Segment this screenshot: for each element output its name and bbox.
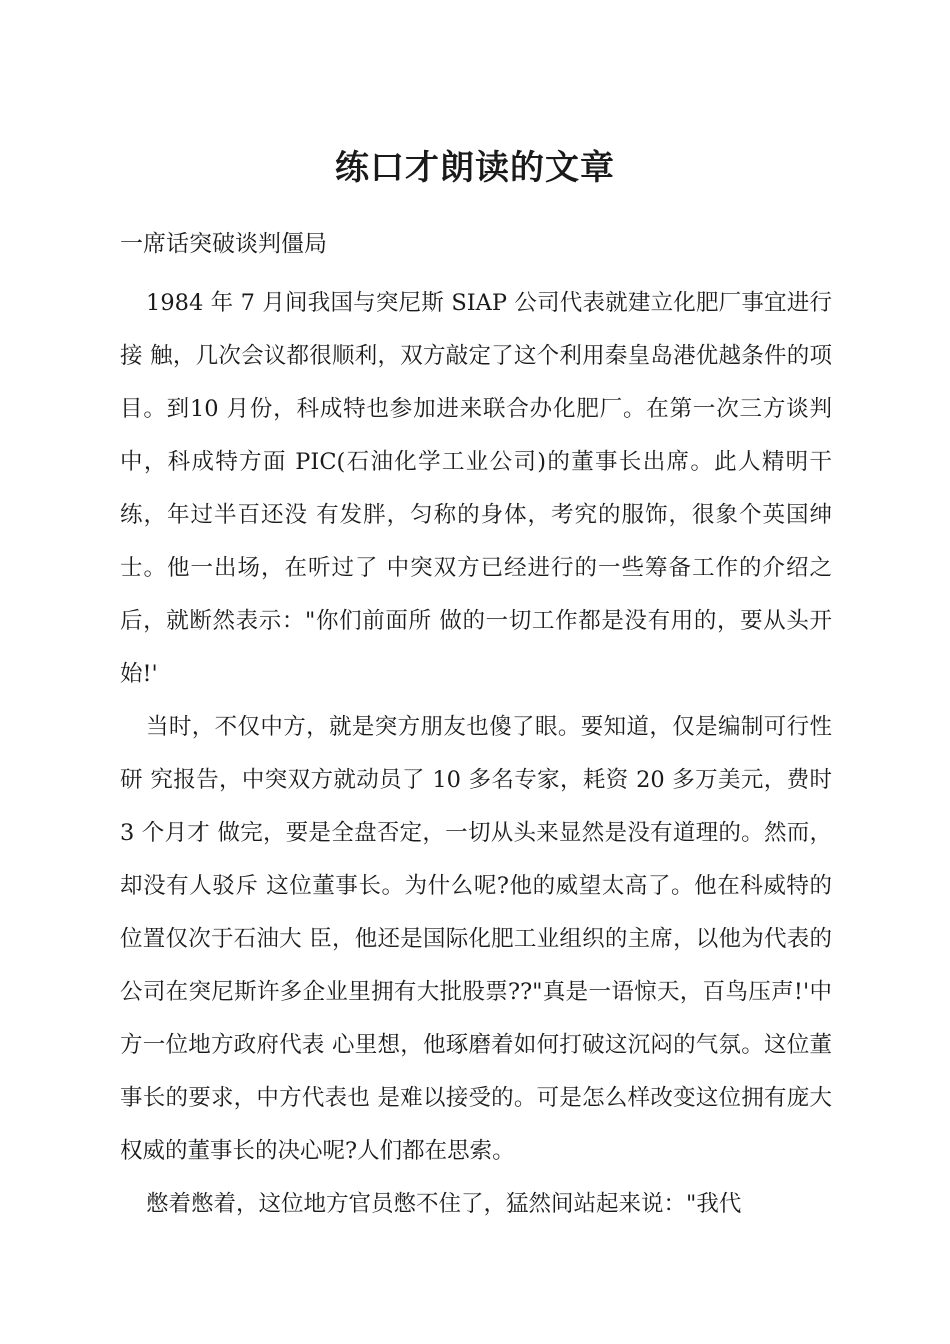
paragraph-1: 1984 年 7 月间我国与突尼斯 SIAP 公司代表就建立化肥厂事宜进行接 触，几次会议都很顺利，双方敲定了这个利用秦皇岛港优越条件的项目。到10 月份，科成特也参加进来联合办化肥厂。在第一次三方谈判中，科成特方面 PIC(石油化学工业公司)的董事长出席。此人精明干练，年过半百还没 有发胖，匀称的身体，考究的服饰，很象个英国绅士。他一出场，在听过了 中突双方已经进行的一些筹备工作的介绍之后，就断然表示："你们前面所 做的一切工作都是没有用的，要从头开始!'	[120, 290, 832, 687]
paragraph-2: 当时，不仅中方，就是突方朋友也傻了眼。要知道，仅是编制可行性研 究报告，中突双方就动员了 10 多名专家，耗资 20 多万美元，费时 3 个月才 做完，要是全盘否定，一切从头来显然是没有道理的。然而，却没有人驳斥 这位董事长。为什么呢?他的威望太高了。他在科威特的位置仅次于石油大 臣，他还是国际化肥工业组织的主席，以他为代表的公司在突尼斯许多企业里拥有大批股票??"真是一语惊天，百鸟压声!'中方一位地方政府代表 心里想，他琢磨着如何打破这沉闷的气氛。这位董事长的要求，中方代表也 是难以接受的。可是怎么样改变这位拥有庞大权威的董事长的决心呢?人们都在思索。	[120, 714, 832, 1164]
document-title: 练口才朗读的文章	[335, 148, 615, 188]
document-body	[120, 226, 832, 1231]
paragraph-3: 憋着憋着，这位地方官员憋不住了，猛然间站起来说："我代	[146, 1191, 742, 1217]
section-heading: 一席话突破谈判僵局	[120, 231, 327, 257]
